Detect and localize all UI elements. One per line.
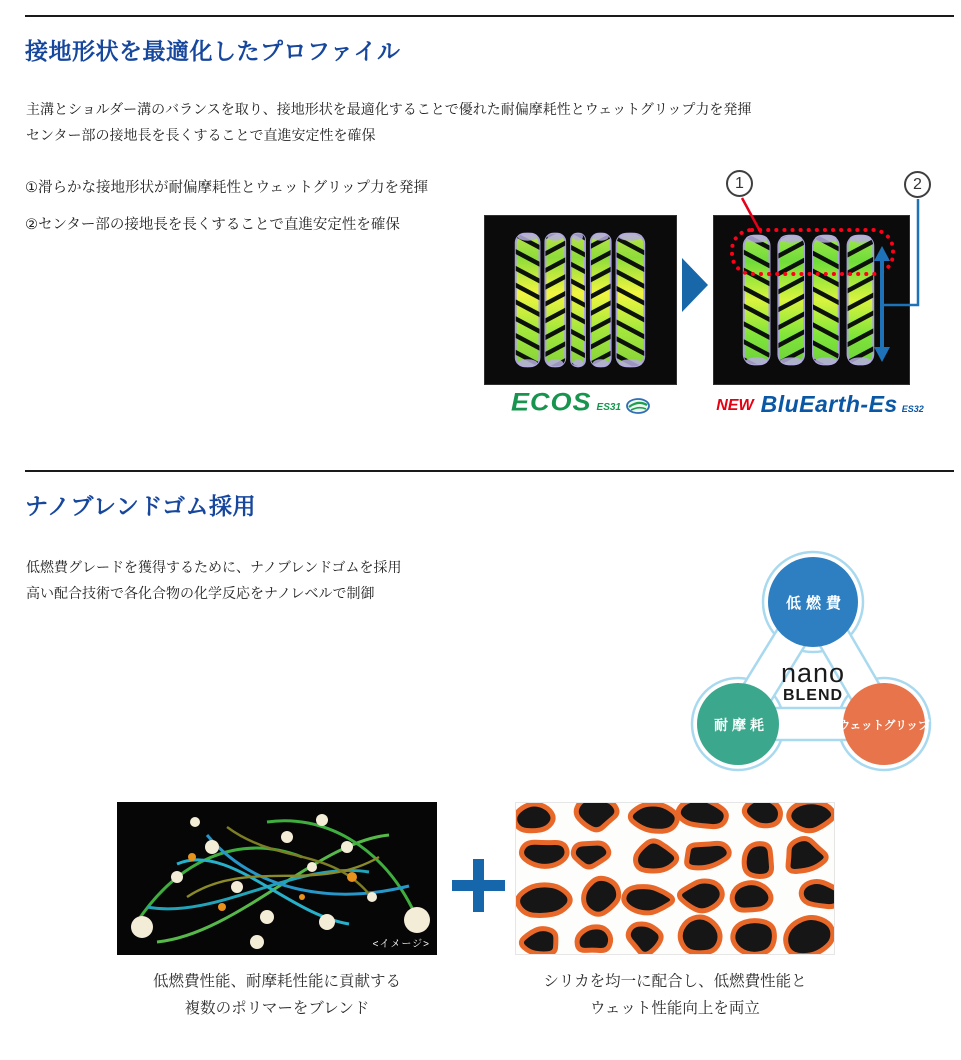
tire-heatmap-ecos <box>485 216 676 384</box>
section1-body-line2: センター部の接地長を長くすることで直進安定性を確保 <box>26 127 376 143</box>
polymer-caption-line2: 複数のポリマーをブレンド <box>184 1000 370 1017</box>
section2-title: ナノブレンドゴム採用 <box>25 493 256 519</box>
ecos-model-code: ES31 <box>596 402 621 413</box>
polymer-blend-image <box>117 802 437 955</box>
section2-body <box>26 554 402 606</box>
silica-dispersion-image <box>515 802 835 955</box>
silica-caption-line2: ウェット性能向上を両立 <box>590 1000 760 1017</box>
image-disclaimer-note: <イメージ> <box>372 939 430 950</box>
section2-body-line1: 低燃費グレードを獲得するために、ナノブレンドゴムを採用 <box>26 559 402 575</box>
section2-top-divider <box>25 470 954 472</box>
callout-1-badge: 1 <box>726 170 753 197</box>
section1-point1: ①滑らかな接地形状が耐偏摩耗性とウェットグリップ力を発揮 <box>25 180 429 196</box>
section1-body-line1: 主溝とショルダー溝のバランスを取り、接地形状を最適化することで優れた耐偏摩耗性とウェットグリップ力を発揮 <box>26 101 752 117</box>
section1-title: 接地形状を最適化したプロファイル <box>25 38 401 64</box>
silica-caption-line1: シリカを均一に配合し、低燃費性能と <box>543 973 807 990</box>
wear-resistance-label: 耐摩耗 <box>714 717 768 733</box>
tire-contact-image-bluearth <box>713 215 910 385</box>
section1-top-divider <box>25 15 954 17</box>
silica-caption <box>495 968 855 1022</box>
tire-contact-image-ecos <box>484 215 677 385</box>
bluearth-logo-text: BluEarth-Es <box>760 391 898 417</box>
wet-grip-label: ウェットグリップ <box>838 720 930 732</box>
polymer-caption <box>97 968 457 1022</box>
nano-blend-diagram <box>688 542 961 792</box>
tire-heatmap-bluearth <box>714 216 909 384</box>
ecos-logo <box>478 388 683 416</box>
nano-brand-line1: nano <box>780 658 846 688</box>
polymer-blend-graphic <box>117 802 437 955</box>
nano-brand-line2: BLEND <box>782 687 844 704</box>
polymer-caption-line1: 低燃費性能、耐摩耗性能に貢献する <box>152 973 401 990</box>
eco-globe-icon <box>626 398 650 416</box>
section2-body-line2: 高い配合技術で各化合物の化学反応をナノレベルで制御 <box>26 585 375 601</box>
new-tag: NEW <box>716 397 754 414</box>
transition-arrow-icon <box>682 258 708 312</box>
bluearth-logo <box>695 388 945 416</box>
fuel-economy-label: 低燃費 <box>785 595 847 612</box>
silica-dispersion-graphic <box>516 803 834 954</box>
section1-body <box>26 96 751 148</box>
ecos-logo-text: ECOS <box>511 388 592 416</box>
callout-2-badge: 2 <box>904 171 931 198</box>
plus-icon <box>452 859 505 912</box>
bluearth-model-code: ES32 <box>901 404 924 414</box>
section1-point2: ②センター部の接地長を長くすることで直進安定性を確保 <box>25 217 400 233</box>
